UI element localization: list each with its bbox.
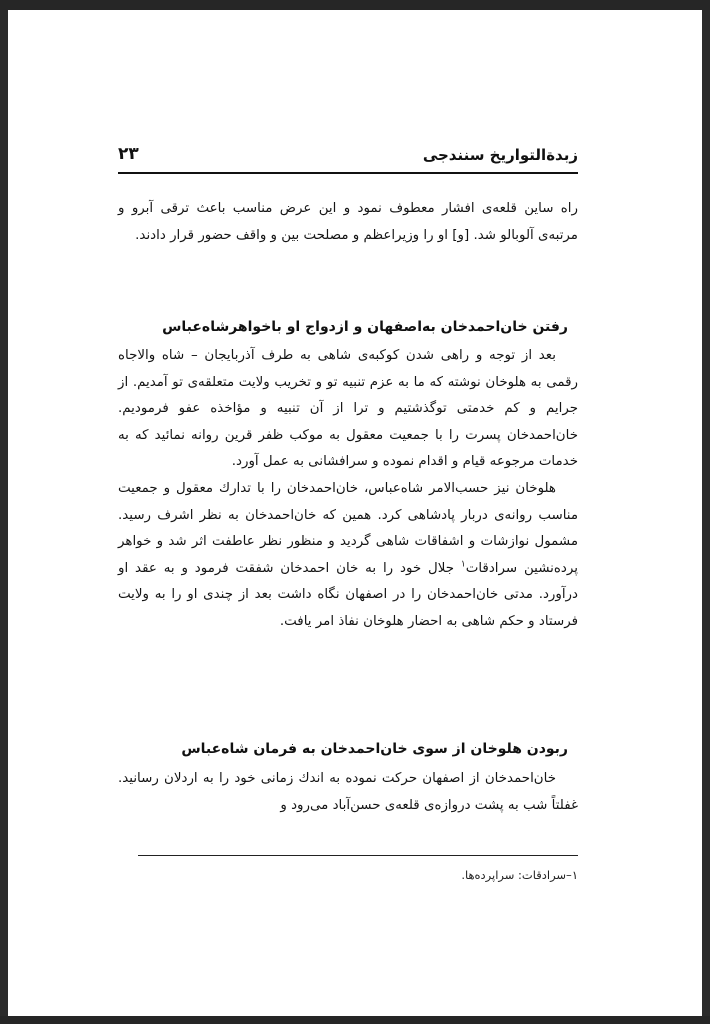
- section-1-paragraph-1: بعد از توجه و راهى شدن كوكبه‌ى شاهى به طرف آذربايجان – شاه والاجاه رقمى به هلوخان نوشته كه ما به عزم تنبيه تو و تخريب ولايت متعلقه‌ى تو آمديم. از جرايم و كم خدمتى توگذشتيم و ترا از آن تنبيه و مؤاخذه عفو فرموديم. خان‌احمدخان پسرت را با جمعيت معقول به موكب ظفر قرين روانه نمائيد كه به خدمات مرجوعه قيام و اقدام نموده و سرافشانى به عمل آورد.: [118, 348, 578, 470]
- section-heading-1: رفتن خان‌احمدخان به‌اصفهان و ازدواج او باخواهرشاه‌عباس: [162, 319, 568, 335]
- page-header: [118, 146, 578, 170]
- paragraph-text-before-note: هلوخان نيز حسب‌الامر شاه‌عباس، خان‌احمدخان را با تدارك معقول و جمعيت مناسب روانه‌ى دربار پادشاهى كرد. همين كه خان‌احمدخان به نظر اشرف رسيد. مشمول نوازشات و اشفاقات شاهى گرديد و منظور نظر عاطفت اثر شد و خواهر پرده‌نشين سرادقات: [118, 480, 578, 576]
- footnote-marker: ۱: [460, 559, 466, 570]
- paragraph-text-after-note: جلال خود را به خان احمدخان شفقت فرمود و به عقد او درآورد. مدتى خان‌احمدخان را در اصفهان نگاه داشت بعد از چندى او را به ولايت فرستاد و حكم شاهى به احضار هلوخان نفاذ امر يافت.: [118, 560, 578, 629]
- footnote-rule: [138, 855, 578, 856]
- section-1-body: [118, 343, 578, 636]
- section-1-paragraph-2: [118, 476, 578, 636]
- footnote: ۱–سرادقات: سراپرده‌ها.: [461, 868, 578, 882]
- section-heading-2: ربودن هلوخان از سوى خان‌احمدخان به فرمان شاه‌عباس: [181, 741, 568, 757]
- viewer-top-bar: [0, 0, 710, 10]
- header-rule: [118, 172, 578, 174]
- intro-paragraph-block: [118, 196, 578, 249]
- section-2-body: [118, 766, 578, 819]
- running-title: زبدةالتواريخ سنندجى: [422, 146, 578, 164]
- viewer-bottom-bar: [0, 1016, 710, 1024]
- page-number: ۲۳: [118, 144, 139, 164]
- section-2-paragraph-1: خان‌احمدخان از اصفهان حركت نموده به اندك زمانى خود را به اردلان رسانيد. غفلتاً شب به پشت دروازه‌ى قلعه‌ى حسن‌آباد مى‌رود و: [118, 771, 578, 813]
- intro-paragraph: راه ساين قلعه‌ى افشار معطوف نمود و اين عرض مناسب باعث ترقى آبرو و مرتبه‌ى آلوبالو شد. [و] او را وزيراعظم و مصلحت بين و واقف حضور قرار دادند.: [118, 201, 578, 243]
